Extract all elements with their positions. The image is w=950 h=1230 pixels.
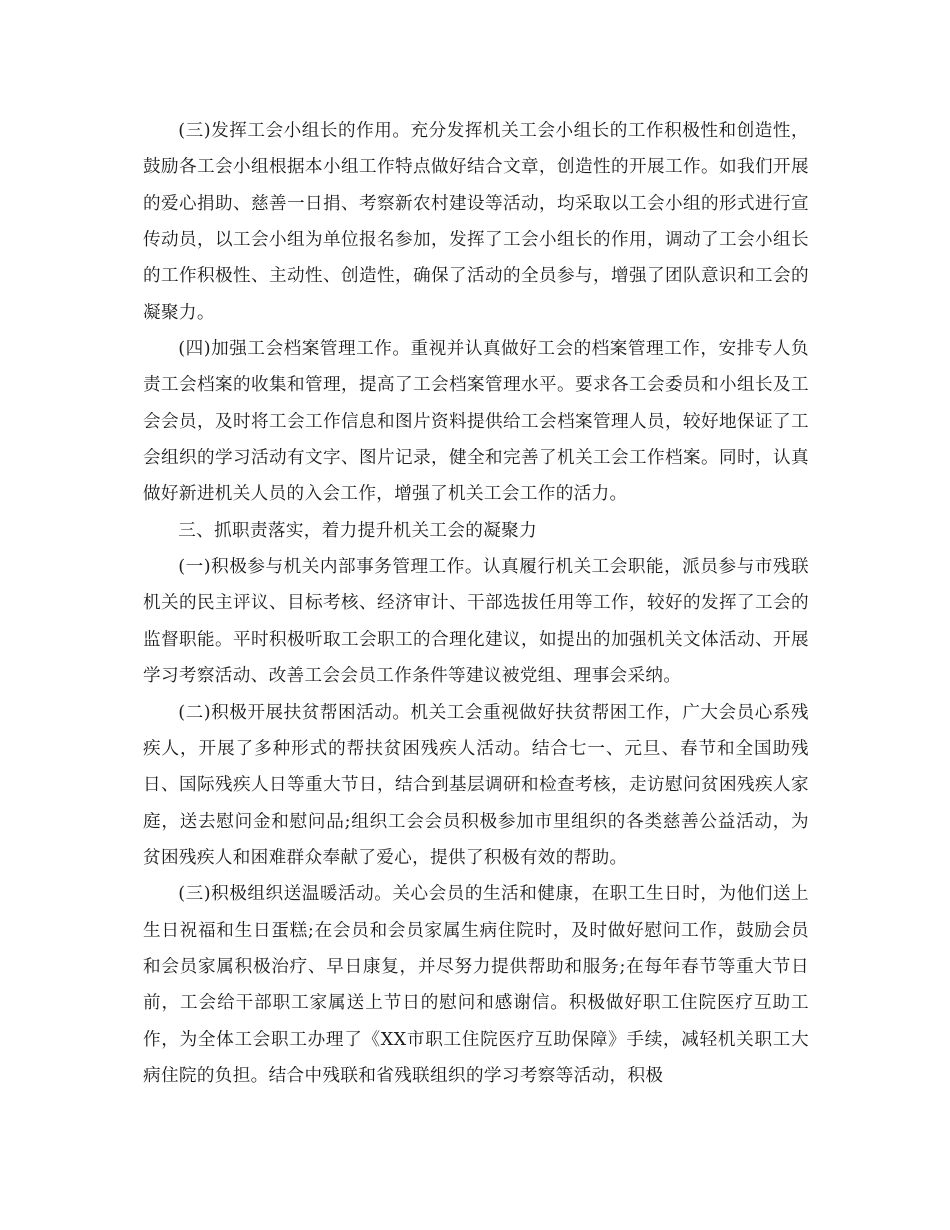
paragraph-poverty-relief: (二)积极开展扶贫帮困活动。机关工会重视做好扶贫帮困工作，广大会员心系残疾人，开展了多种形式的帮扶贫困残疾人活动。结合七一、元旦、春节和全国助残日、国际残疾人日等重大节日，结合到基层调研和检查考核，走访慰问贫困残疾人家庭，送去慰问金和慰问品;组织工会会员积极参加市里组织的各类慈善公益活动，为贫困残疾人和困难群众奉献了爱心，提供了积极有效的帮助。 bbox=[143, 702, 809, 868]
paragraph-archive-management: (四)加强工会档案管理工作。重视并认真做好工会的档案管理工作，安排专人负责工会档案的收集和管理，提高了工会档案管理水平。要求各工会委员和小组长及工会会员，及时将工会工作信息和图片资料提供给工会档案管理人员，较好地保证了工会组织的学习活动有文字、图片记录，健全和完善了机关工会工作档案。同时，认真做好新进机关人员的入会工作，增强了机关工会工作的活力。 bbox=[143, 339, 809, 505]
paragraph-union-group-leaders: (三)发挥工会小组长的作用。充分发挥机关工会小组长的工作积极性和创造性，鼓励各工会小组根据本小组工作特点做好结合文章，创造性的开展工作。如我们开展的爱心捐助、慈善一日捐、考察新农村建设等活动，均采取以工会小组的形式进行宣传动员，以工会小组为单位报名参加，发挥了工会小组长的作用，调动了工会小组长的工作积极性、主动性、创造性，确保了活动的全员参与，增强了团队意识和工会的凝聚力。 bbox=[143, 121, 809, 323]
paragraph-warmth-activities: (三)积极组织送温暖活动。关心会员的生活和健康，在职工生日时，为他们送上生日祝福和生日蛋糕;在会员和会员家属生病住院时，及时做好慰问工作，鼓励会员和会员家属积极治疗、早日康复，并尽努力提供帮助和服务;在每年春节等重大节日前，工会给干部职工家属送上节日的慰问和感谢信。积极做好职工住院医疗互助工作，为全体工会职工办理了《XX市职工住院医疗互助保障》手续，减轻机关职工大病住院的负担。结合中残联和省残联组织的学习考察等活动，积极 bbox=[143, 884, 809, 1086]
section-heading-3: 三、抓职责落实，着力提升机关工会的凝聚力 bbox=[178, 520, 538, 541]
paragraph-internal-affairs: (一)积极参与机关内部事务管理工作。认真履行机关工会职能，派员参与市残联机关的民主评议、目标考核、经济审计、干部选拔任用等工作，较好的发挥了工会的监督职能。平时积极听取工会职工的合理化建议，如提出的加强机关文体活动、开展学习考察活动、改善工会会员工作条件等建议被党组、理事会采纳。 bbox=[143, 557, 809, 687]
document-body bbox=[143, 113, 809, 1094]
